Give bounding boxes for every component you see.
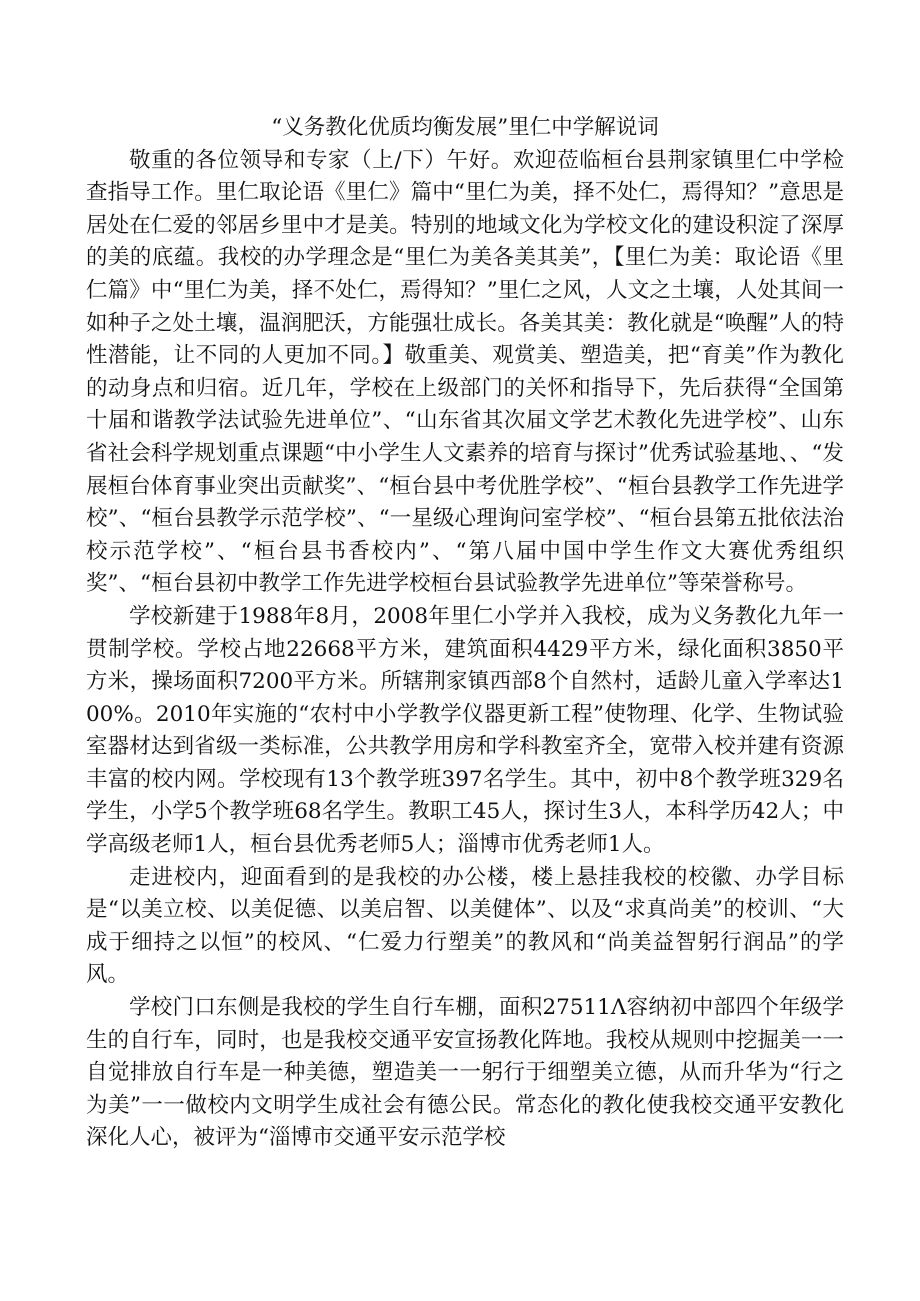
- paragraph-school-facts: 学校新建于1988年8月，2008年里仁小学并入我校，成为义务教化九年一贯制学校。学校占地22668平方米，建筑面积4429平方米，绿化面积3850平方米，操场面积7200平方米。所辖荆家镇西部8个自然村，适龄儿童入学率达100%。2010年实施的“农村中小学教学仪器更新工程”使物理、化学、生物试验室器材达到省级一类标准，公共教学用房和学科教室齐全，宽带入校并建有资源丰富的校内网。学校现有13个教学班397名学生。其中，初中8个教学班329名学生，小学5个教学班68名学生。教职工45人，探讨生3人，本科学历42人；中学高级老师1人，桓台县优秀老师5人；淄博市优秀老师1人。: [86, 603, 844, 858]
- paragraph-intro: 敬重的各位领导和专家（上/下）午好。欢迎莅临桓台县荆家镇里仁中学检查指导工作。里仁取论语《里仁》篇中“里仁为美，择不处仁，焉得知？”意思是居处在仁爱的邻居乡里中才是美。特别的地域文化为学校文化的建设积淀了深厚的美的底蕴。我校的办学理念是“里仁为美各美其美”，【里仁为美：取论语《里仁篇》中“里仁为美，择不处仁，焉得知？”里仁之风，人文之土壤，人处其间一如种子之处土壤，温润肥沃，方能强壮成长。各美其美：教化就是“唤醒”人的特性潜能，让不同的人更加不同。】敬重美、观赏美、塑造美，把“育美”作为教化的动身点和归宿。近几年，学校在上级部门的关怀和指导下，先后获得“全国第十届和谐教学法试验先进单位”、“山东省其次届文学艺术教化先进学校”、山东省社会科学规划重点课题“中小学生人文素养的培育与探讨”优秀试验基地、、“发展桓台体育事业突出贡献奖”、“桓台县中考优胜学校”、“桓台县教学工作先进学校”、“桓台县教学示范学校”、“一星级心理询问室学校”、“桓台县第五批依法治校示范学校”、“桓台县书香校内”、“第八届中国中学生作文大赛优秀组织奖”、“桓台县初中教学工作先进学校桓台县试验教学先进单位”等荣誉称号。: [86, 147, 844, 597]
- paragraph-bicycle-shed: 学校门口东侧是我校的学生自行车棚，面积27511Λ容纳初中部四个年级学生的自行车，同时，也是我校交通平安宣扬教化阵地。我校从规则中挖掘美一一自觉排放自行车是一种美德，塑造美一一躬行于细塑美立德，从而升华为“行之为美”一一做校内文明学生成社会有德公民。常态化的教化使我校交通平安教化深化人心，被评为“淄博市交通平安示范学校: [86, 995, 844, 1151]
- document-body: [86, 112, 844, 1155]
- paragraph-office-building: 走进校内，迎面看到的是我校的办公楼，楼上悬挂我校的校徽、办学目标是“以美立校、以美促德、以美启智、以美健体”、以及“求真尚美”的校训、“大成于细持之以恒”的校风、“仁爱力行塑美”的教风和“尚美益智躬行润品”的学风。: [86, 864, 844, 988]
- document-title: “义务教化优质均衡发展”里仁中学解说词: [271, 115, 659, 140]
